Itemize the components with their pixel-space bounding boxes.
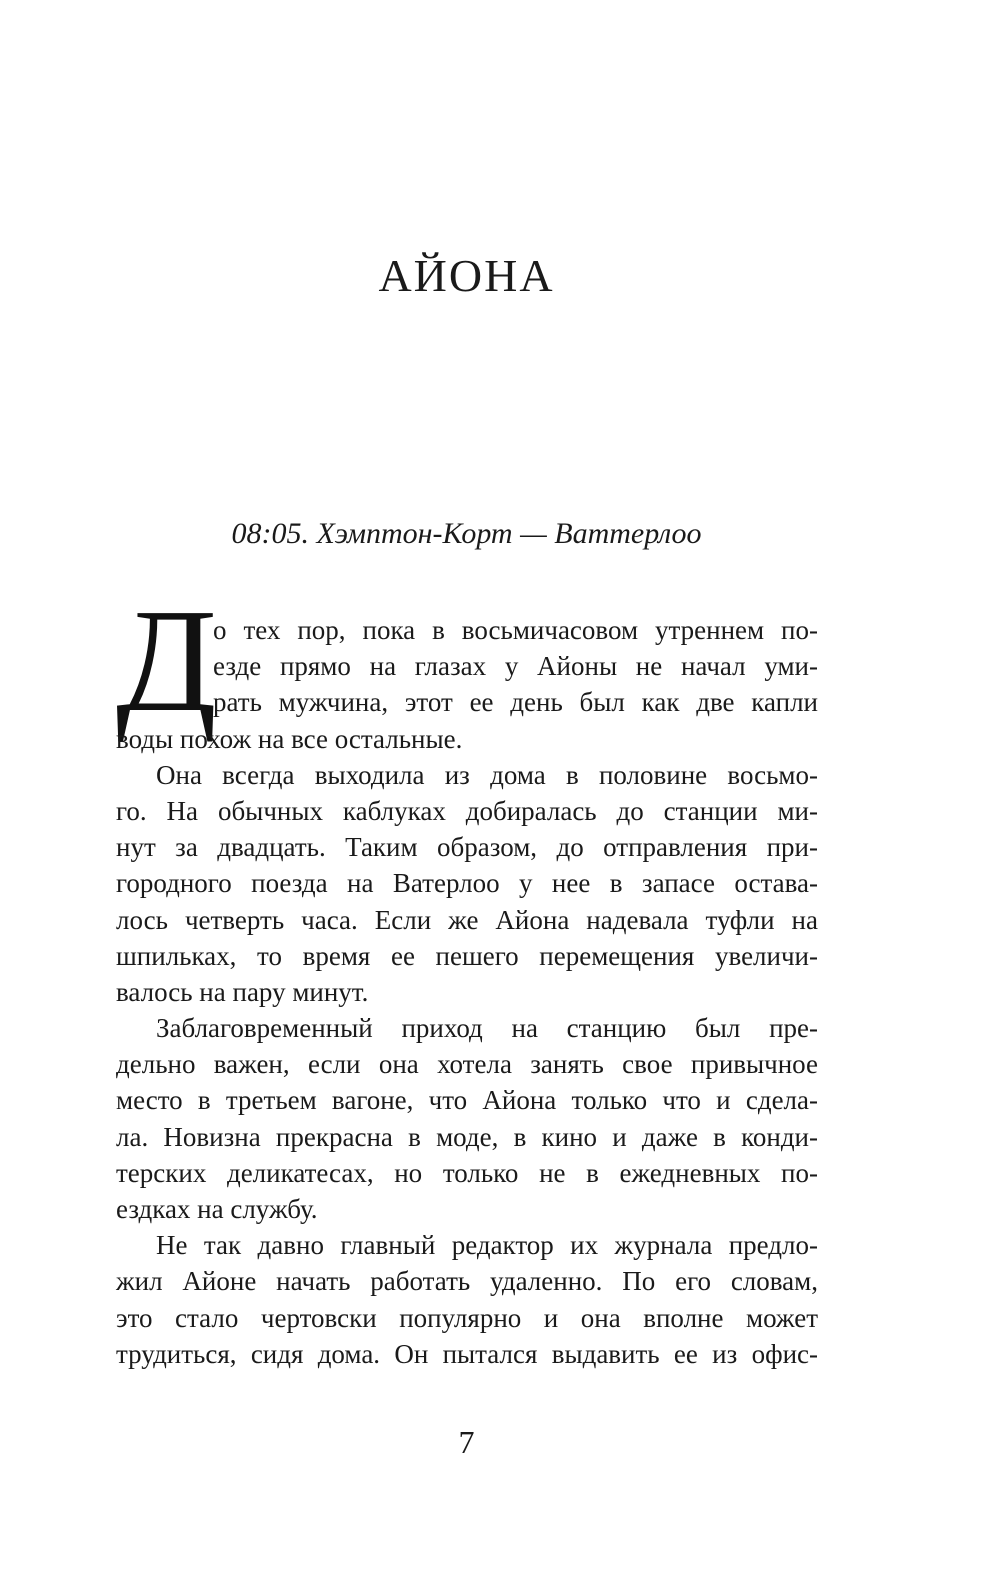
text-line: шпильках, то время ее пешего перемещения увеличи- [116,940,818,971]
chapter-title: АЙОНА [378,250,555,301]
text-line: трудиться, сидя дома. Он пытался выдавить ее из офис- [116,1338,818,1369]
text-line: дельно важен, если она хотела занять свое привычное [116,1049,818,1080]
text-line: о тех пор, пока в восьмичасовом утреннем по- [213,615,818,645]
text-line: Она всегда выходила из дома в половине восьмо- [156,759,818,790]
text-line: Не так давно главный редактор их журнала предло- [156,1230,818,1261]
text-line: го. На обычных каблуках добиралась до станции ми- [116,795,818,826]
text-line: место в третьем вагоне, что Айона только что и сдела- [116,1085,818,1116]
text-line: городного поезда на Ватерлоо у нее в запасе остава- [116,868,818,899]
chapter-subtitle: 08:05. Хэмптон-Корт — Ваттерлоо [231,517,702,550]
text-line: это стало чертовски популярно и она вполне может [116,1302,818,1333]
text-line: ездках на службу. [116,1194,318,1224]
text-line: нут за двадцать. Таким образом, до отправления при- [116,832,818,863]
text-line: жил Айоне начать работать удаленно. По его словам, [116,1266,818,1297]
text-line: воды похож на все остальные. [116,723,463,754]
text-line: валось на пару минут. [116,976,369,1007]
text-line: ла. Новизна прекрасна в моде, в кино и даже в конди- [116,1121,818,1152]
text-line: Заблаговременный приход на станцию был пре- [156,1013,818,1044]
drop-cap: Д [116,579,217,743]
text-line: терских деликатесах, но только не в ежедневных по- [116,1157,818,1188]
text-line: езде прямо на глазах у Айоны не начал уми- [213,651,818,682]
body-text [116,612,818,1372]
text-line: лось четверть часа. Если же Айона надевала туфли на [116,904,818,935]
text-line: рать мужчина, этот ее день был как две капли [213,687,818,718]
page-number: 7 [458,1424,475,1460]
